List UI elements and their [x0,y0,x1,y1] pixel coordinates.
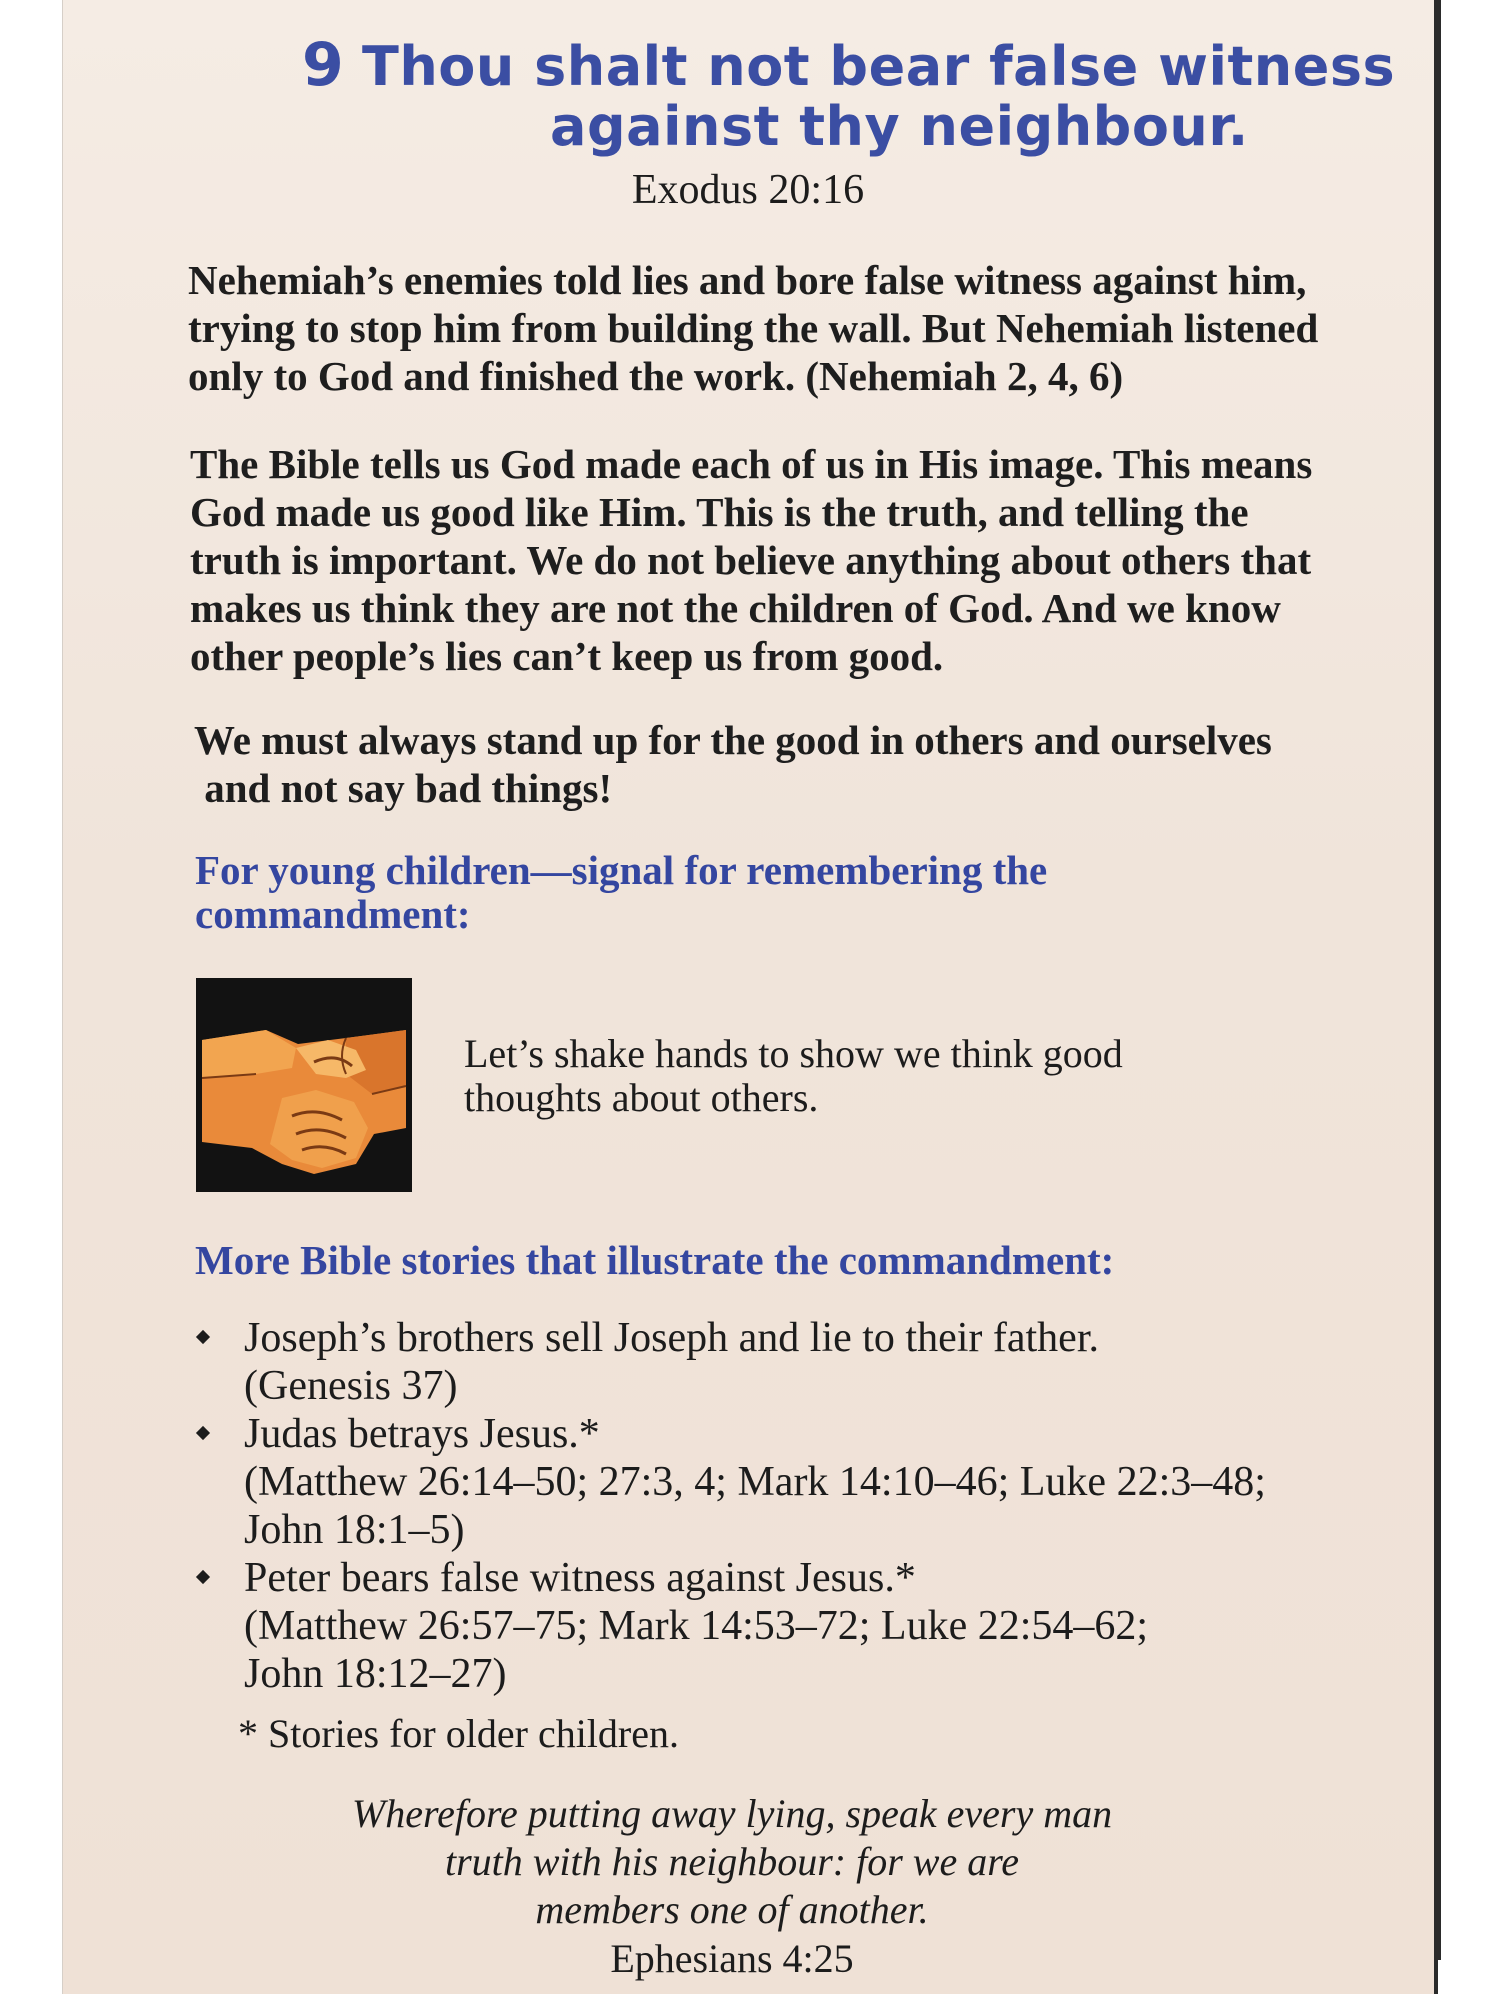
paragraph-line: only to God and finished the work. (Nehemiah 2, 4, 6) [188,353,1124,399]
story-reference: (Genesis 37) [244,1363,458,1409]
caption-line: thoughts about others. [464,1075,819,1120]
document-page [62,0,1434,1994]
list-item [192,1410,1266,1554]
title-line-2: against thy neighbour. [550,95,1249,158]
page-left-edge [62,0,63,1994]
story-text: Peter bears false witness against Jesus.* [244,1555,916,1601]
list-item [192,1314,1266,1410]
signal-heading-line: commandment: [195,891,471,937]
paragraph-line: We must always stand up for the good in others and ourselves [194,717,1272,763]
handshake-image [196,978,412,1192]
handshake-caption [464,1032,1123,1120]
paragraph-line: other people’s lies can’t keep us from good. [190,633,944,679]
paragraph-line: and not say bad things! [194,765,613,811]
paragraph-nehemiah [188,256,1318,400]
bullet-diamond-icon [196,1330,210,1344]
story-reference: John 18:12–27) [244,1651,507,1697]
paragraph-stand-up [194,716,1272,812]
quote-line: members one of another. [535,1887,929,1932]
list-item [192,1554,1266,1698]
story-text: Joseph’s brothers sell Joseph and lie to their father. [244,1315,1099,1361]
signal-heading [195,848,1047,936]
bullet-diamond-icon [196,1570,210,1584]
stories-list [192,1314,1266,1698]
paragraph-line: God made us good like Him. This is the truth, and telling the [190,489,1249,535]
story-text: Judas betrays Jesus.* [244,1411,600,1457]
paragraph-line: trying to stop him from building the wall. But Nehemiah listened [188,305,1319,351]
story-reference: John 18:1–5) [244,1507,465,1553]
closing-quote-reference: Ephesians 4:25 [610,1936,854,1981]
bullet-diamond-icon [196,1426,210,1440]
closing-quote [62,1790,1402,1934]
handshake-icon [196,978,412,1192]
paragraph-line: Nehemiah’s enemies told lies and bore false witness against him, [188,257,1307,303]
paragraph-line: makes us think they are not the children of God. And we know [190,585,1281,631]
paragraph-line: truth is important. We do not believe anything about others that [190,537,1312,583]
title-line-1 [302,30,1396,100]
caption-line: Let’s shake hands to show we think good [464,1031,1123,1076]
page-right-edge [1434,0,1441,1960]
quote-line: truth with his neighbour: for we are [444,1839,1020,1884]
story-reference: (Matthew 26:14–50; 27:3, 4; Mark 14:10–46; Luke 22:3–48; [244,1459,1266,1505]
paragraph-line: The Bible tells us God made each of us in His image. This means [190,441,1313,487]
title-reference: Exodus 20:16 [631,167,865,213]
signal-heading-line: For young children—signal for remembering the [195,847,1048,893]
commandment-number: 9 [302,30,345,100]
stories-heading: More Bible stories that illustrate the commandment: [195,1237,1115,1283]
story-reference: (Matthew 26:57–75; Mark 14:53–72; Luke 22:54–62; [244,1603,1149,1649]
title-text-1: Thou shalt not bear false witness [362,35,1396,98]
footnote: * Stories for older children. [238,1711,679,1756]
quote-line: Wherefore putting away lying, speak every man [351,1791,1113,1836]
paragraph-image-of-god [190,440,1312,680]
